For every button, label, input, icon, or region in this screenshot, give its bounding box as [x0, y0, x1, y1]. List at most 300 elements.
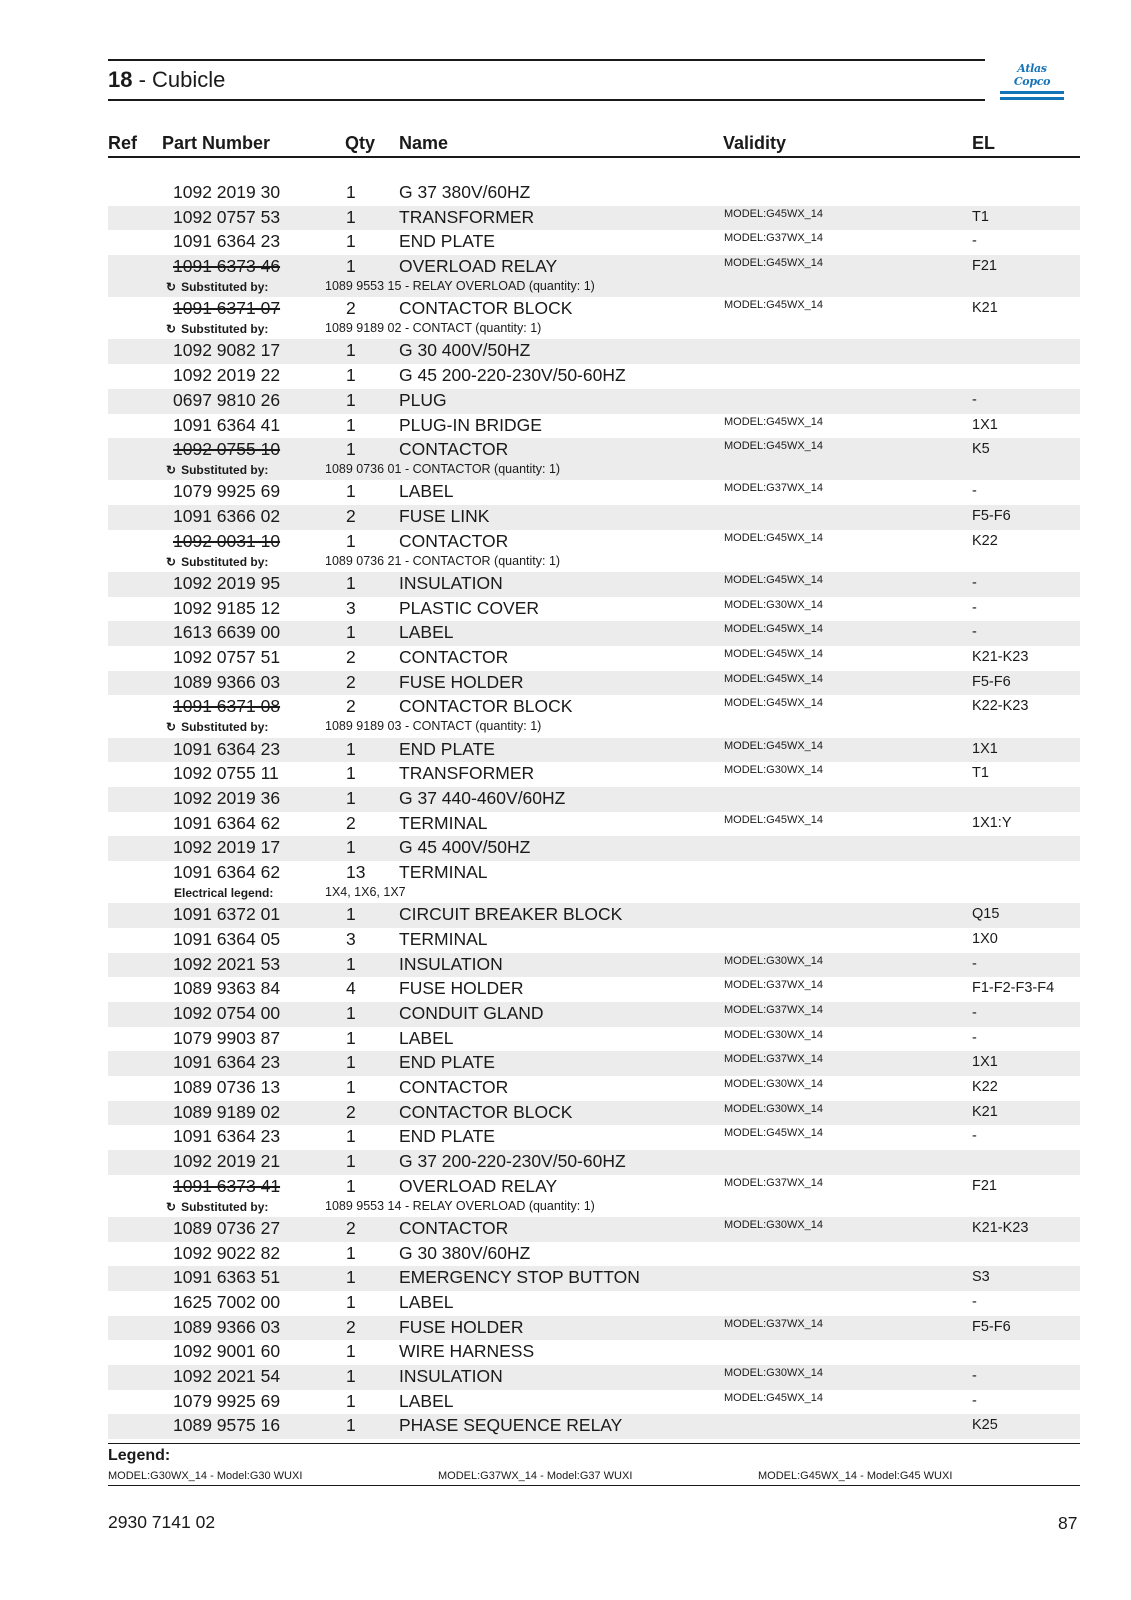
table-row: [108, 389, 1080, 414]
refresh-icon: ↻: [166, 280, 177, 295]
part-number: 1091 6364 23: [173, 1052, 281, 1073]
part-number: 1079 9925 69: [173, 1390, 281, 1411]
part-number: 1092 2021 54: [173, 1366, 281, 1387]
quantity: 1: [346, 365, 356, 386]
quantity: 1: [346, 622, 356, 643]
quantity: 1: [346, 1366, 356, 1387]
quantity: 2: [346, 696, 356, 717]
refresh-icon: ↻: [166, 720, 177, 735]
table-row: [108, 181, 1080, 206]
validity: MODEL:G30WX_14: [724, 1218, 824, 1231]
table-row: [108, 530, 1080, 572]
table-row: [108, 953, 1080, 978]
quantity: 1: [346, 389, 356, 410]
part-number: 1091 6364 23: [173, 738, 281, 759]
substituted-label: [166, 555, 268, 569]
part-number: 1089 9575 16: [173, 1415, 281, 1436]
table-row: [108, 255, 1080, 297]
part-name: WIRE HARNESS: [399, 1341, 535, 1362]
quantity: 1: [346, 1267, 356, 1288]
substitution-text: 1089 9189 02 - CONTACT (quantity: 1): [325, 321, 542, 336]
logo-bar: [1000, 91, 1064, 94]
validity: MODEL:G30WX_14: [724, 598, 824, 611]
table-row: [108, 1291, 1080, 1316]
electrical-ref: S3: [972, 1269, 990, 1286]
table-row: [108, 1051, 1080, 1076]
validity: MODEL:G30WX_14: [724, 1367, 824, 1380]
col-validity: Validity: [723, 133, 787, 153]
col-qty: Qty: [345, 133, 376, 153]
part-name: OVERLOAD RELAY: [399, 1175, 558, 1196]
electrical-ref: K22: [972, 1079, 998, 1095]
table-row: [108, 861, 1080, 903]
part-name: EMERGENCY STOP BUTTON: [399, 1267, 640, 1288]
part-number: 1091 6371 08: [173, 696, 281, 717]
part-name: LABEL: [399, 1027, 454, 1048]
quantity: 2: [346, 812, 356, 833]
substituted-label-text: Substituted by:: [181, 720, 269, 735]
part-number: 1091 6373 41: [173, 1175, 281, 1196]
validity: MODEL:G37WX_14: [724, 232, 824, 245]
part-name: PHASE SEQUENCE RELAY: [399, 1415, 623, 1436]
part-name: CONTACTOR: [399, 647, 509, 667]
electrical-ref: F1-F2-F3-F4: [972, 980, 1055, 997]
validity: MODEL:G45WX_14: [724, 697, 824, 710]
electrical-ref: K22-K23: [972, 698, 1029, 715]
part-number: 1091 6364 23: [173, 231, 281, 252]
part-name: CIRCUIT BREAKER BLOCK: [399, 904, 623, 925]
quantity: 13: [346, 862, 366, 882]
table-row: [108, 1175, 1080, 1217]
part-name: TERMINAL: [399, 812, 488, 833]
part-name: CONTACTOR: [399, 1077, 509, 1097]
quantity: 1: [346, 1175, 356, 1196]
parts-table: [108, 181, 1080, 1439]
table-row: [108, 1242, 1080, 1267]
part-name: CONTACTOR BLOCK: [399, 1101, 573, 1122]
quantity: 2: [346, 1101, 356, 1122]
part-number: 1091 6364 41: [173, 414, 281, 435]
table-row: [108, 1266, 1080, 1291]
part-number: 1092 2019 30: [173, 182, 281, 202]
table-row: [108, 903, 1080, 928]
electrical-ref: 1X0: [972, 930, 998, 947]
part-name: OVERLOAD RELAY: [399, 256, 558, 277]
validity: MODEL:G45WX_14: [724, 739, 824, 752]
table-row: [108, 646, 1080, 671]
part-number: 1089 0736 27: [173, 1217, 281, 1238]
validity: MODEL:G45WX_14: [724, 1127, 824, 1140]
electrical-ref: -: [972, 1128, 977, 1145]
part-number: 1089 9189 02: [173, 1101, 281, 1122]
table-row: [108, 1076, 1080, 1101]
electrical-ref: -: [972, 955, 977, 972]
electrical-ref: -: [972, 233, 977, 250]
part-name: CONTACTOR: [399, 439, 509, 460]
part-name: TRANSFORMER: [399, 763, 535, 784]
substitution-text: 1089 9553 14 - RELAY OVERLOAD (quantity: 1): [325, 1198, 595, 1213]
table-row: [108, 230, 1080, 255]
substituted-label-text: Substituted by:: [181, 280, 269, 295]
quantity: 2: [346, 1316, 356, 1337]
quantity: 1: [346, 1151, 356, 1172]
part-number: 1092 2019 22: [173, 365, 281, 386]
legend-item: MODEL:G37WX_14 - Model:G37 WUXI: [438, 1470, 633, 1482]
substituted-label: [166, 1200, 268, 1214]
part-name: LABEL: [399, 1390, 454, 1411]
validity: MODEL:G37WX_14: [724, 482, 824, 495]
part-name: END PLATE: [399, 1052, 495, 1073]
substituted-label: [166, 322, 268, 336]
part-number: 1091 6364 23: [173, 1126, 281, 1147]
table-row: [108, 977, 1080, 1002]
part-name: G 45 200-220-230V/50-60HZ: [399, 365, 626, 386]
col-name: Name: [399, 133, 449, 153]
quantity: 1: [346, 231, 356, 252]
substituted-label-text: Substituted by:: [181, 1199, 269, 1214]
validity: MODEL:G45WX_14: [724, 415, 824, 428]
quantity: 1: [346, 1027, 356, 1048]
part-number: 1079 9925 69: [173, 481, 281, 502]
table-row: [108, 438, 1080, 480]
quantity: 1: [346, 1415, 356, 1436]
validity: MODEL:G45WX_14: [724, 573, 824, 586]
part-name: CONTACTOR BLOCK: [399, 298, 573, 319]
substituted-label: [166, 720, 268, 734]
table-row: [108, 738, 1080, 763]
part-number: 1092 9001 60: [173, 1341, 281, 1362]
electrical-ref: K21: [972, 300, 998, 317]
quantity: 1: [346, 1077, 356, 1097]
electrical-ref: -: [972, 599, 977, 616]
part-number: 1092 0755 11: [173, 763, 279, 784]
part-number: 1089 9366 03: [173, 671, 281, 692]
validity: MODEL:G45WX_14: [724, 648, 824, 660]
part-name: TRANSFORMER: [399, 206, 535, 227]
part-number: 1091 6372 01: [173, 904, 281, 925]
substitution-text: 1089 0736 21 - CONTACTOR (quantity: 1): [325, 553, 561, 568]
part-number: 1091 6364 05: [173, 928, 281, 949]
electrical-ref: F21: [972, 258, 997, 275]
part-number: 1092 9022 82: [173, 1242, 281, 1263]
electrical-ref: -: [972, 624, 977, 641]
part-number: 1092 2019 95: [173, 572, 281, 593]
substitution-text: 1089 9553 15 - RELAY OVERLOAD (quantity: 1): [325, 279, 595, 294]
table-row: [108, 1101, 1080, 1126]
validity: MODEL:G30WX_14: [724, 954, 824, 967]
quantity: 1: [346, 182, 356, 202]
quantity: 1: [346, 837, 356, 858]
page-number: 87: [1058, 1513, 1078, 1533]
electrical-ref: K21-K23: [972, 1219, 1029, 1236]
refresh-icon: ↻: [166, 322, 177, 337]
table-row: [108, 928, 1080, 953]
part-name: G 37 440-460V/60HZ: [399, 787, 566, 808]
table-row: [108, 1150, 1080, 1175]
electrical-ref: -: [972, 1392, 977, 1409]
part-name: LABEL: [399, 481, 454, 502]
col-part-number: Part Number: [162, 133, 271, 153]
validity: MODEL:G45WX_14: [724, 813, 824, 826]
part-number: 1092 0755 10: [173, 439, 281, 460]
quantity: 2: [346, 506, 356, 527]
table-row: [108, 1027, 1080, 1052]
validity: MODEL:G37WX_14: [724, 1176, 824, 1189]
electrical-ref: -: [972, 1004, 977, 1021]
validity: MODEL:G30WX_14: [724, 764, 824, 777]
table-row: [108, 1316, 1080, 1341]
quantity: 1: [346, 904, 356, 925]
quantity: 2: [346, 1217, 356, 1238]
part-name: TERMINAL: [399, 862, 488, 882]
part-name: INSULATION: [399, 953, 503, 974]
quantity: 1: [346, 256, 356, 277]
part-name: FUSE HOLDER: [399, 671, 524, 692]
validity: MODEL:G45WX_14: [724, 440, 824, 453]
part-number: 1092 0031 10: [173, 530, 281, 551]
substitution-text: 1089 9189 03 - CONTACT (quantity: 1): [325, 719, 542, 734]
table-header: [108, 130, 1080, 158]
legend-title: Legend:: [108, 1447, 171, 1464]
part-number: 1625 7002 00: [173, 1292, 281, 1312]
quantity: 2: [346, 647, 356, 667]
electrical-ref: 1X1: [972, 740, 998, 757]
quantity: 3: [346, 597, 356, 618]
table-row: [108, 787, 1080, 812]
part-name: G 30 380V/60HZ: [399, 1242, 531, 1263]
table-row: [108, 597, 1080, 622]
validity: MODEL:G37WX_14: [724, 1003, 824, 1016]
quantity: 2: [346, 298, 356, 319]
quantity: 1: [346, 572, 356, 593]
table-row: [108, 1390, 1080, 1415]
part-number: 1092 2019 36: [173, 787, 281, 808]
electrical-ref: 1X1:Y: [972, 814, 1012, 831]
quantity: 3: [346, 928, 356, 949]
table-row: [108, 836, 1080, 861]
quantity: 1: [346, 787, 356, 808]
table-row: [108, 364, 1080, 389]
substituted-label: [166, 463, 268, 477]
part-number: 1092 2019 21: [173, 1151, 281, 1172]
quantity: 1: [346, 439, 356, 460]
logo-bar: [1000, 97, 1064, 100]
part-number: 1092 2019 17: [173, 837, 281, 858]
col-el: EL: [972, 133, 996, 153]
part-name: CONTACTOR BLOCK: [399, 696, 573, 717]
part-name: INSULATION: [399, 1366, 503, 1387]
section-number: 18: [108, 67, 133, 92]
electrical-ref: -: [972, 1294, 977, 1310]
document-number: 2930 7141 02: [108, 1512, 216, 1532]
part-name: CONTACTOR: [399, 530, 509, 551]
part-name: G 37 380V/60HZ: [399, 182, 531, 202]
electrical-ref: 1X1: [972, 416, 998, 433]
electrical-ref: K5: [972, 441, 990, 458]
electrical-ref: T1: [972, 208, 989, 225]
electrical-ref: K25: [972, 1417, 998, 1434]
section-title: - Cubicle: [132, 67, 226, 92]
electrical-ref: F5-F6: [972, 673, 1011, 690]
table-row: [108, 1414, 1080, 1439]
part-number: 1091 6366 02: [173, 506, 281, 527]
quantity: 1: [346, 1002, 356, 1023]
part-name: LABEL: [399, 1292, 454, 1312]
part-number: 1092 0757 53: [173, 206, 281, 227]
electrical-legend-label: Electrical legend:: [174, 886, 274, 900]
part-number: 1092 9185 12: [173, 597, 281, 618]
page-title: [108, 67, 225, 93]
part-name: INSULATION: [399, 572, 503, 593]
quantity: 4: [346, 978, 356, 999]
quantity: 1: [346, 1052, 356, 1073]
quantity: 1: [346, 1341, 356, 1362]
logo-text: Atlas Copco: [1013, 62, 1051, 88]
legend-divider: [108, 1485, 1080, 1486]
table-row: [108, 1217, 1080, 1242]
quantity: 1: [346, 481, 356, 502]
legend-item: MODEL:G45WX_14 - Model:G45 WUXI: [758, 1470, 953, 1482]
validity: MODEL:G30WX_14: [724, 1102, 824, 1115]
refresh-icon: ↻: [166, 554, 177, 569]
electrical-ref: K21: [972, 1103, 998, 1120]
validity: MODEL:G45WX_14: [724, 623, 824, 636]
substituted-label-text: Substituted by:: [181, 463, 269, 478]
validity: MODEL:G45WX_14: [724, 672, 824, 685]
table-row: [108, 339, 1080, 364]
part-name: CONTACTOR: [399, 1217, 509, 1238]
part-name: PLASTIC COVER: [399, 597, 540, 618]
table-row: [108, 1002, 1080, 1027]
validity: MODEL:G45WX_14: [724, 207, 824, 220]
table-row: [108, 572, 1080, 597]
legend-item: MODEL:G30WX_14 - Model:G30 WUXI: [108, 1470, 303, 1482]
part-number: 1092 9082 17: [173, 340, 281, 361]
part-name: END PLATE: [399, 231, 495, 252]
substitution-text: 1089 0736 01 - CONTACTOR (quantity: 1): [325, 462, 561, 477]
quantity: 2: [346, 671, 356, 692]
electrical-ref: -: [972, 1029, 977, 1046]
electrical-ref: F5-F6: [972, 1318, 1011, 1335]
validity: MODEL:G37WX_14: [724, 979, 824, 992]
part-number: 1091 6371 07: [173, 298, 281, 319]
part-number: 1092 0754 00: [173, 1002, 281, 1023]
table-row: [108, 505, 1080, 530]
part-name: FUSE HOLDER: [399, 978, 524, 999]
part-name: FUSE LINK: [399, 506, 490, 527]
part-number: 1091 6363 51: [173, 1267, 281, 1288]
table-row: [108, 762, 1080, 787]
electrical-ref: 1X1: [972, 1054, 998, 1071]
part-number: 1089 0736 13: [173, 1077, 281, 1097]
part-name: END PLATE: [399, 1126, 495, 1147]
part-name: PLUG: [399, 389, 447, 410]
part-number: 1613 6639 00: [173, 622, 281, 643]
part-number: 1092 0757 51: [173, 647, 281, 667]
quantity: 1: [346, 530, 356, 551]
part-number: 1089 9363 84: [173, 978, 281, 999]
electrical-ref: K22: [972, 532, 998, 549]
page-header: [108, 59, 985, 101]
refresh-icon: ↻: [166, 463, 177, 478]
validity: MODEL:G37WX_14: [724, 1317, 824, 1330]
validity: MODEL:G45WX_14: [724, 299, 824, 312]
quantity: 1: [346, 1242, 356, 1263]
part-name: G 30 400V/50HZ: [399, 340, 531, 361]
quantity: 1: [346, 1126, 356, 1147]
validity: MODEL:G45WX_14: [724, 531, 824, 544]
part-name: CONDUIT GLAND: [399, 1002, 544, 1023]
part-number: 1091 6364 62: [173, 812, 281, 833]
validity: MODEL:G30WX_14: [724, 1078, 824, 1090]
part-name: LABEL: [399, 622, 454, 643]
quantity: 1: [346, 953, 356, 974]
part-name: FUSE HOLDER: [399, 1316, 524, 1337]
quantity: 1: [346, 1292, 356, 1312]
legend-divider: [108, 1443, 1080, 1444]
brand-logo: [1000, 62, 1064, 94]
quantity: 1: [346, 1390, 356, 1411]
table-row: [108, 206, 1080, 231]
validity: MODEL:G30WX_14: [724, 1028, 824, 1041]
electrical-ref: -: [972, 574, 977, 591]
part-name: TERMINAL: [399, 928, 488, 949]
substituted-label: [166, 280, 268, 294]
table-row: [108, 671, 1080, 696]
quantity: 1: [346, 763, 356, 784]
table-row: [108, 695, 1080, 737]
electrical-ref: F5-F6: [972, 508, 1011, 525]
electrical-ref: K21-K23: [972, 649, 1029, 665]
part-number: 1092 2021 53: [173, 953, 281, 974]
table-row: [108, 297, 1080, 339]
validity: MODEL:G45WX_14: [724, 257, 824, 270]
table-row: [108, 1125, 1080, 1150]
part-number: 0697 9810 26: [173, 389, 281, 410]
part-number: 1091 6373 46: [173, 256, 281, 277]
part-name: END PLATE: [399, 738, 495, 759]
refresh-icon: ↻: [166, 1199, 177, 1214]
part-number: 1079 9903 87: [173, 1027, 281, 1048]
substituted-label-text: Substituted by:: [181, 554, 269, 569]
validity: MODEL:G37WX_14: [724, 1053, 824, 1066]
electrical-ref: -: [972, 483, 977, 500]
substituted-label-text: Substituted by:: [181, 322, 269, 337]
table-row: [108, 414, 1080, 439]
part-name: G 45 400V/50HZ: [399, 837, 531, 858]
col-ref: Ref: [108, 133, 138, 153]
table-row: [108, 1365, 1080, 1390]
quantity: 1: [346, 414, 356, 435]
electrical-legend-text: 1X4, 1X6, 1X7: [325, 885, 406, 899]
electrical-ref: -: [972, 1368, 977, 1385]
table-row: [108, 1340, 1080, 1365]
quantity: 1: [346, 340, 356, 361]
table-row: [108, 812, 1080, 837]
part-number: 1089 9366 03: [173, 1316, 281, 1337]
part-name: G 37 200-220-230V/50-60HZ: [399, 1151, 626, 1172]
validity: MODEL:G45WX_14: [724, 1391, 824, 1404]
table-row: [108, 621, 1080, 646]
electrical-ref: F21: [972, 1177, 997, 1194]
part-name: PLUG-IN BRIDGE: [399, 414, 542, 435]
quantity: 1: [346, 206, 356, 227]
table-row: [108, 480, 1080, 505]
quantity: 1: [346, 738, 356, 759]
electrical-ref: -: [972, 391, 977, 408]
part-number: 1091 6364 62: [173, 862, 281, 882]
electrical-ref: T1: [972, 765, 989, 782]
